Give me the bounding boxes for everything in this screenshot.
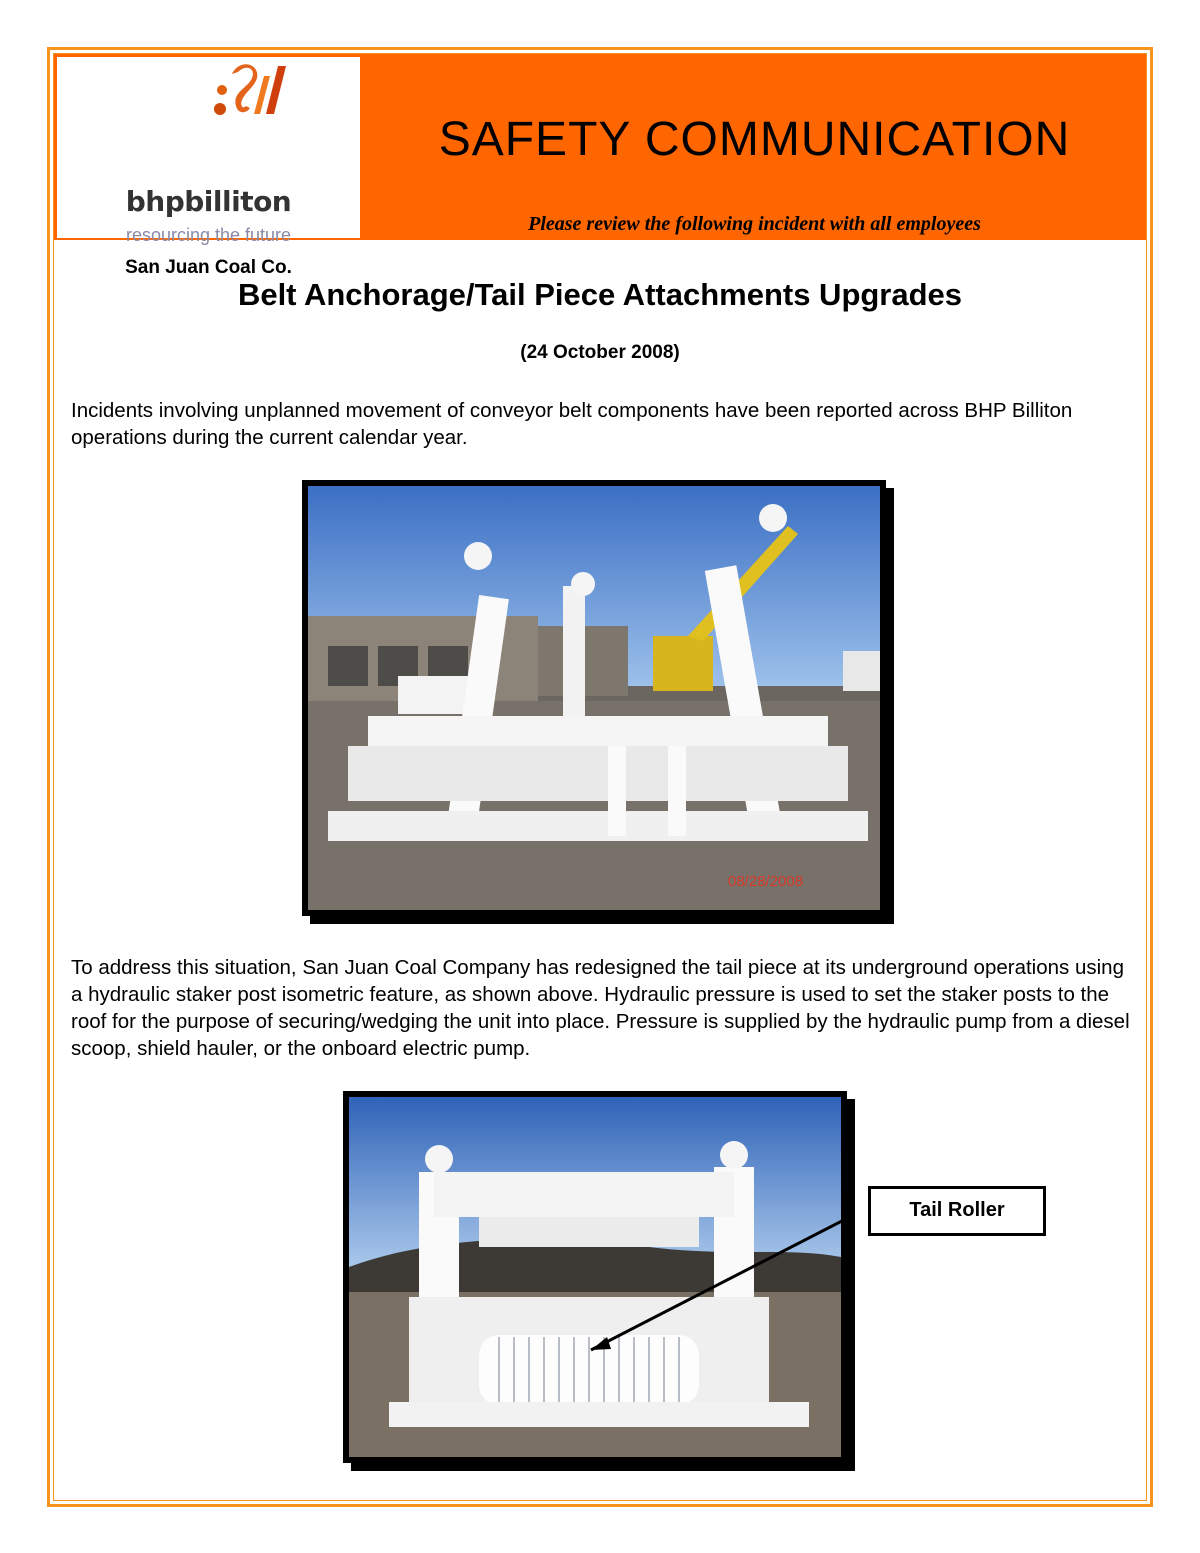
brand-name: bhpbilliton [125, 185, 292, 218]
page-title: SAFETY COMMUNICATION [438, 113, 1071, 166]
paragraph-intro: Incidents involving unplanned movement of conveyor belt components have been reported across BHP Billiton operations during the current calendar year. [71, 399, 1073, 449]
article-date: (24 October 2008) [520, 342, 680, 363]
tail-roller-photo [343, 1091, 847, 1463]
logo-panel [57, 57, 360, 278]
photo-timestamp: 08/28/2008 [728, 873, 804, 890]
brand-tagline: resourcing the future [125, 225, 292, 245]
article-title: Belt Anchorage/Tail Piece Attachments Upgrades [237, 277, 963, 312]
tail-roller-callout: Tail Roller [868, 1186, 1046, 1236]
tail-piece-photo-image [308, 486, 880, 910]
tail-piece-photo [302, 480, 886, 916]
company-name: San Juan Coal Co. [125, 257, 292, 278]
tail-roller-photo-image [349, 1097, 841, 1457]
page-subtitle: Please review the following incident with all employees [528, 213, 981, 235]
paragraph-solution: To address this situation, San Juan Coal Company has redesigned the tail piece at its underground operations using a hydraulic staker post isometric feature, as shown above. Hydraulic pressure is used to set the staker posts to the roof for the purpose of securing/wedging the unit into place. Pressure is supplied by the hydraulic pump from a diesel scoop, shield hauler, or the onboard electric pump. [71, 956, 1130, 1060]
bhp-logo-icon [212, 62, 292, 118]
